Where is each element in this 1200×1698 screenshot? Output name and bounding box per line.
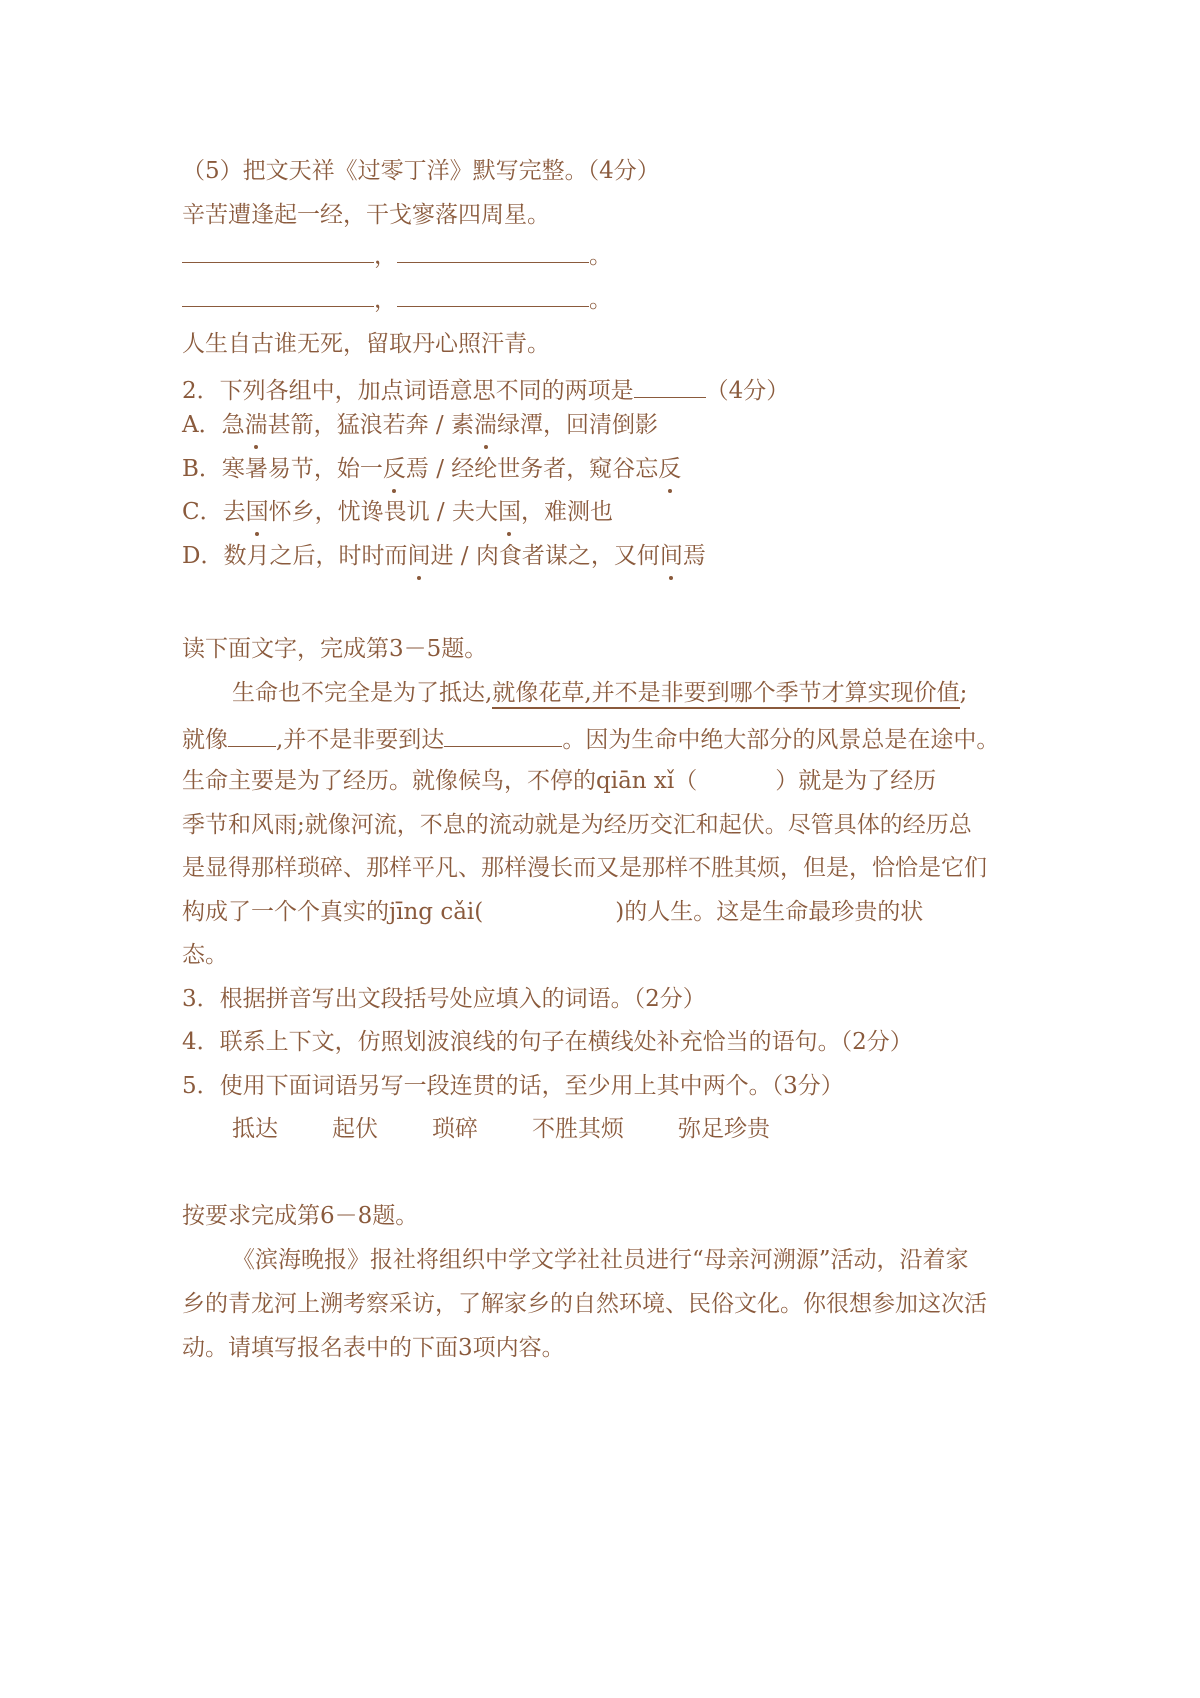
answer-blank[interactable]: [444, 722, 562, 747]
q2-option-b: [182, 454, 681, 484]
passage-text: (: [474, 899, 484, 925]
q2-option-d: [182, 541, 706, 571]
section2-line-2: 乡的青龙河上溯考察采访，了解家乡的自然环境、民俗文化。你很想参加这次活: [182, 1291, 987, 1317]
dotted-word: 反: [382, 456, 406, 482]
word-item: 抵达: [232, 1116, 278, 1142]
q2-stem-text: 2．下列各组中，加点词语意思不同的两项是: [182, 378, 634, 404]
poem-line-4: 人生自古谁无死，留取丹心照汗青。: [182, 331, 550, 357]
passage-line-4: 季节和风雨;就像河流，不息的流动就是为经历交汇和起伏。尽管具体的经历总: [182, 812, 972, 838]
dotted-word: 湍: [244, 412, 268, 438]
passage-line-2: [182, 722, 999, 755]
passage-text: 就像: [182, 727, 228, 753]
q2-score: （4分）: [705, 378, 790, 404]
comma: ，: [374, 287, 397, 313]
passage-line-1: [232, 678, 967, 708]
poem-line-1: 辛苦遭逢起一经，干戈寥落四周星。: [182, 202, 550, 228]
option-text: D．数月之后，时时而: [182, 543, 408, 569]
q3: 3．根据拼音写出文段括号处应填入的词语。（2分）: [182, 986, 706, 1012]
answer-blank[interactable]: [397, 282, 589, 307]
passage-text: ）就是为了经历: [775, 768, 937, 794]
passage-text: ;: [959, 680, 968, 706]
answer-blank[interactable]: [397, 238, 589, 263]
option-text: 绿潭，回清倒影: [497, 412, 658, 438]
word-item: 不胜其烦: [532, 1116, 624, 1142]
poem-blank-line-2: [182, 238, 612, 271]
section2-line-1: 《滨海晚报》报社将组织中学文学社社员进行“母亲河溯源”活动，沿着家: [232, 1247, 969, 1273]
q4: 4．联系上下文，仿照划波浪线的句子在横线处补充恰当的语句。（2分）: [182, 1029, 913, 1055]
dotted-word: 间: [407, 543, 431, 569]
dotted-word: 国: [497, 499, 521, 525]
passage-text: 构成了一个个真实的: [182, 899, 389, 925]
passage-text: 生命也不完全是为了抵达,: [232, 680, 493, 706]
q1-5-title: （5）把文天祥《过零丁洋》默写完整。（4分）: [182, 158, 660, 184]
pinyin-qianxi: qiān xǐ: [596, 768, 675, 794]
option-text: 怀乡，忧谗畏讥 / 夫大: [268, 499, 498, 525]
reading-intro: 读下面文字，完成第3－5题。: [182, 636, 488, 662]
period: 。: [589, 287, 612, 313]
answer-blank[interactable]: [228, 722, 276, 747]
passage-text: 。因为生命中绝大部分的风景总是在途中。: [562, 727, 1000, 753]
comma: ，: [374, 243, 397, 269]
passage-line-7: 态。: [182, 942, 228, 968]
option-text: 进 / 肉食者谋之，又何: [430, 543, 660, 569]
passage-text: 生命主要是为了经历。就像候鸟，不停的: [182, 768, 596, 794]
dotted-word: 国: [245, 499, 269, 525]
dotted-word: 湍: [474, 412, 497, 438]
dotted-word: 反: [658, 456, 682, 482]
section2-line-3: 动。请填写报名表中的下面3项内容。: [182, 1335, 565, 1361]
dotted-word: 间: [659, 543, 683, 569]
option-text: 焉: [682, 543, 706, 569]
answer-blank[interactable]: [182, 238, 374, 263]
option-text: B．寒暑易节，始一: [182, 456, 383, 482]
option-text: ，难测也: [520, 499, 613, 525]
answer-blank[interactable]: [634, 373, 706, 398]
period: 。: [589, 243, 612, 269]
word-list: [232, 1114, 824, 1144]
section2-intro: 按要求完成第6－8题。: [182, 1203, 419, 1229]
wavy-underline-sentence: 就像花草,并不是非要到哪个季节才算实现价值: [492, 680, 959, 709]
pinyin-jingcai: jīng cǎi: [389, 899, 475, 925]
word-item: 弥足珍贵: [678, 1116, 770, 1142]
passage-line-5: 是显得那样琐碎、那样平凡、那样漫长而又是那样不胜其烦，但是，恰恰是它们: [182, 855, 987, 881]
option-text: 焉 / 经纶世务者，窥谷忘: [405, 456, 659, 482]
passage-text: ,并不是非要到达: [276, 727, 445, 753]
q2-option-c: [182, 497, 613, 527]
word-item: 起伏: [332, 1116, 378, 1142]
q2-option-a: [182, 410, 658, 440]
poem-blank-line-3: [182, 282, 612, 315]
q5: 5．使用下面词语另写一段连贯的话，至少用上其中两个。（3分）: [182, 1073, 844, 1099]
answer-blank[interactable]: [182, 282, 374, 307]
passage-text: （: [674, 768, 698, 794]
passage-text: )的人生。这是生命最珍贵的状: [615, 899, 924, 925]
passage-line-3: [182, 766, 936, 796]
q2-stem: [182, 373, 789, 406]
passage-line-6: [182, 897, 923, 927]
word-item: 琐碎: [432, 1116, 478, 1142]
option-text: A．急: [182, 412, 245, 438]
option-text: C．去: [182, 499, 246, 525]
option-text: 甚箭，猛浪若奔 / 素: [267, 412, 474, 438]
